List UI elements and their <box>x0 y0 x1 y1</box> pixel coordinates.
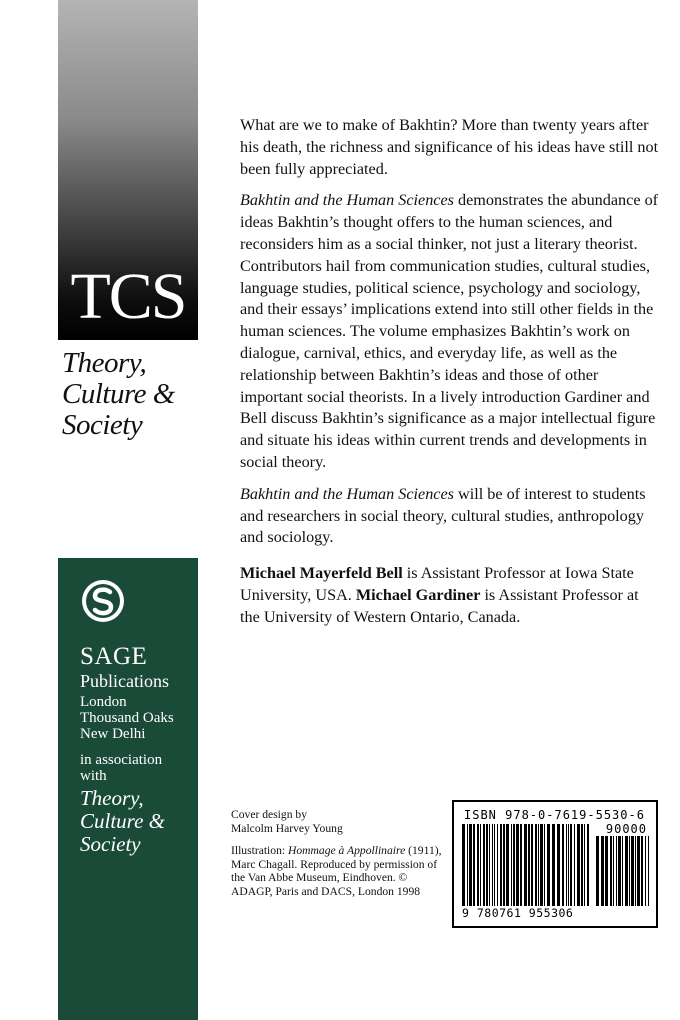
author-bio: is Assistant Professor at Iowa State University, USA. <box>240 564 634 604</box>
back-cover-blurb <box>240 115 660 639</box>
barcode-bar <box>469 824 472 906</box>
barcode-bar <box>513 824 515 906</box>
design-label: Cover design by <box>231 808 307 821</box>
barcode-bar <box>547 824 550 906</box>
barcode-bar <box>574 824 575 906</box>
barcode-bar <box>492 824 493 906</box>
city: New Delhi <box>80 726 146 742</box>
isbn-barcode <box>452 800 658 928</box>
city: London <box>80 694 127 710</box>
series-title <box>62 348 202 441</box>
barcode-bar <box>538 824 539 906</box>
publisher-cities <box>80 694 198 742</box>
barcode-bar <box>483 824 485 906</box>
barcode-bar <box>566 824 567 906</box>
barcode-bar <box>596 836 599 906</box>
publisher-imprint: Publications <box>80 671 169 691</box>
design-credit <box>231 808 451 835</box>
association-series-title <box>80 787 198 856</box>
barcode-bar <box>625 836 628 906</box>
book-title: Bakhtin and the Human Sciences <box>240 484 454 503</box>
series-acronym: TCS <box>70 260 186 333</box>
barcode-bar <box>562 824 564 906</box>
barcode-bar <box>506 824 509 906</box>
author-bio: is Assistant Professor at the University of Western Ontario, Canada. <box>240 585 639 626</box>
barcode-bar <box>648 836 649 906</box>
description-text: demonstrates the abundance of ideas Bakhtin’s thought offers to the human sciences, and reconsiders him as a social thinker, not just a literary theorist. Contributors hail from communication studies, cultural studies, language studies, political science, psychology and sociology, and their essays’ implications extend into still other fields in the human sciences. The volume emphasizes Bakhtin’s work on dialogue, carnival, ethics, and everyday life, as well as the relationship between Bakhtin’s ideas and those of other important social theorists. In a lively introduction Gardiner and Bell discuss Bakhtin’s significance as a major intellectual figure and situate his ideas within current trends and developments in social theory. <box>240 191 659 471</box>
blurb-paragraph-intro: What are we to make of Bakhtin? More than twenty years after his death, the richness and significance of his ideas have still not been fully appreciated. <box>240 116 659 178</box>
barcode-bar <box>568 824 569 906</box>
barcode-bar <box>629 836 630 906</box>
blurb-paragraph-audience <box>240 484 660 549</box>
barcode-bar <box>516 824 519 906</box>
city: Thousand Oaks <box>80 710 174 726</box>
barcode-bar <box>528 824 530 906</box>
barcode-addon-bars <box>596 836 650 906</box>
barcode-bars <box>462 824 590 906</box>
cover-credits <box>231 808 451 908</box>
barcode-bar <box>631 836 634 906</box>
designer-name: Malcolm Harvey Young <box>231 821 343 835</box>
barcode-bar <box>645 836 646 906</box>
series-title-line: Society <box>62 409 143 441</box>
barcode-bar <box>618 836 621 906</box>
barcode-bar <box>601 836 604 906</box>
barcode-bar <box>570 824 572 906</box>
barcode-bar <box>503 824 505 906</box>
barcode-bar <box>524 824 527 906</box>
barcode-bar <box>473 824 475 906</box>
barcode-bar <box>557 824 560 906</box>
barcode-bar <box>622 836 623 906</box>
barcode-bar <box>613 836 614 906</box>
illustration-prefix: Illustration: <box>231 844 288 858</box>
barcode-bar <box>500 824 502 906</box>
barcode-bar <box>635 836 636 906</box>
barcode-bar <box>486 824 488 906</box>
barcode-bar <box>637 836 640 906</box>
book-title: Bakhtin and the Human Sciences <box>240 191 454 210</box>
barcode-bar <box>610 836 612 906</box>
series-title-line: Culture & <box>62 378 175 410</box>
barcode-bar <box>467 824 468 906</box>
author-name: Michael Mayerfeld Bell <box>240 564 403 583</box>
barcode-bar <box>494 824 495 906</box>
association-line: in association <box>80 752 163 768</box>
barcode-bar <box>577 824 580 906</box>
artwork-title: Hommage à Appollinaire <box>288 844 406 858</box>
author-name: Michael Gardiner <box>355 585 481 604</box>
barcode-bar <box>581 824 583 906</box>
barcode-bar <box>531 824 533 906</box>
audience-text: will be of interest to students and researchers in social theory, cultural studies, anthropology and sociology. <box>240 484 646 547</box>
association-line: with <box>80 768 107 784</box>
author-bios <box>240 563 660 628</box>
publisher-block <box>80 644 198 856</box>
barcode-bar <box>480 824 481 906</box>
isbn-number: ISBN 978-0-7619-5530-6 <box>464 808 645 822</box>
barcode-bar <box>540 824 543 906</box>
barcode-bar <box>477 824 479 906</box>
association-series-line: Culture & <box>80 809 165 833</box>
blurb-paragraph-description <box>240 190 660 473</box>
barcode-bar <box>497 824 498 906</box>
sage-logo-icon <box>80 578 126 624</box>
barcode-bar <box>511 824 512 906</box>
barcode-bar <box>641 836 643 906</box>
barcode-bar <box>462 824 465 906</box>
barcode-bar <box>552 824 555 906</box>
association-series-line: Society <box>80 832 141 856</box>
barcode-bar <box>535 824 537 906</box>
publisher-name: SAGE <box>80 643 148 670</box>
association-series-line: Theory, <box>80 786 144 810</box>
barcode-bar <box>605 836 608 906</box>
barcode-bar <box>544 824 545 906</box>
barcode-bar <box>587 824 589 906</box>
barcode-bar <box>489 824 490 906</box>
barcode-bar <box>616 836 617 906</box>
barcode-bar <box>584 824 585 906</box>
barcode-bar <box>520 824 522 906</box>
association-note <box>80 752 198 784</box>
series-title-line: Theory, <box>62 347 147 379</box>
barcode-addon-digits: 90000 <box>605 822 647 836</box>
barcode-digits: 9 780761 955306 <box>462 906 574 920</box>
illustration-text: (1911), Marc Chagall. Reproduced by permission of the Van Abbe Museum, Eindhoven. © ADAGP, Paris and DACS, London 1998 <box>231 844 442 898</box>
illustration-credit <box>231 844 451 898</box>
